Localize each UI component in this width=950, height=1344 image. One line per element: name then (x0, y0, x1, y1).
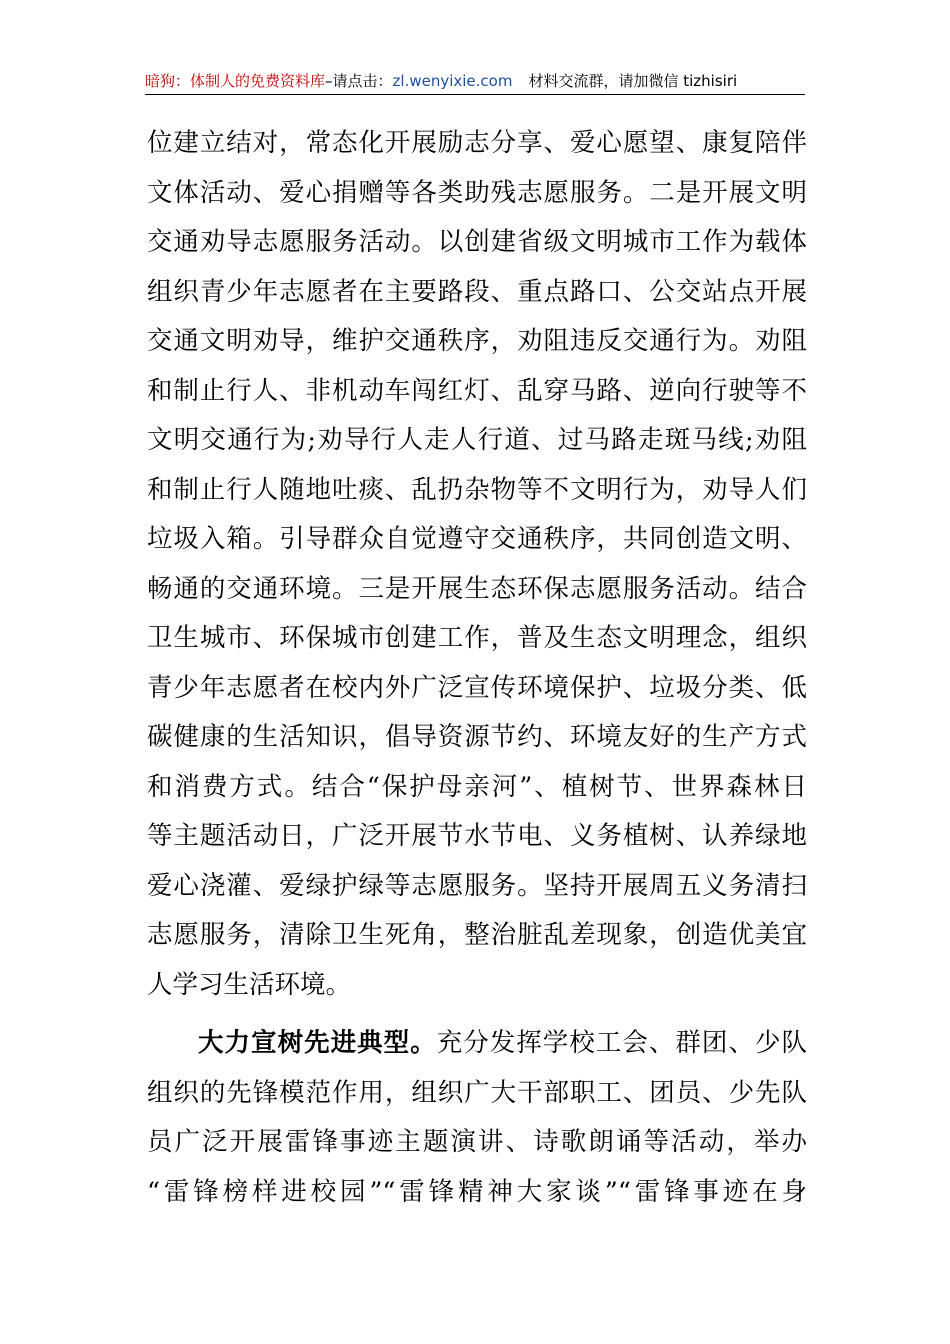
text-line: 人学习生活环境。 (147, 969, 352, 1000)
text-line: 位建立结对，常态化开展励志分享、爱心愿望、康复陪伴 (147, 128, 807, 158)
text-line: 文明交通行为;劝导行人走人行道、过马路走斑马线;劝阻 (147, 425, 807, 455)
text-line: 志愿服务，清除卫生死角，整治脏乱差现象，创造优美宜 (147, 920, 807, 950)
paragraph-lead-heading: 大力宣树先进典型。 (198, 1028, 437, 1058)
text-line: 组织青少年志愿者在主要路段、重点路口、公交站点开展 (147, 276, 807, 307)
header-site-link[interactable]: zl.wenyixie.com (392, 72, 513, 90)
text-line: 和制止行人随地吐痰、乱扔杂物等不文明行为，劝导人们 (147, 474, 807, 505)
text-line: 交通文明劝导，维护交通秩序，劝阻违反交通行为。劝阻 (147, 326, 807, 356)
text-line: 青少年志愿者在校内外广泛宣传环境保护、垃圾分类、低 (147, 672, 807, 703)
text-line: 卫生城市、环保城市创建工作，普及生态文明理念，组织 (147, 623, 807, 653)
paragraph-spacer (147, 1010, 807, 1019)
text-line: 和制止行人、非机动车闯红灯、乱穿马路、逆向行驶等不 (147, 375, 807, 406)
text-line: 组织的先锋模范作用，组织广大干部职工、团员、少先队 (147, 1077, 807, 1108)
page-header (145, 68, 805, 95)
text-line: 碳健康的生活知识，倡导资源节约、环境友好的生产方式 (147, 722, 807, 752)
text-line: 文体活动、爱心捐赠等各类助残志愿服务。二是开展文明 (147, 177, 807, 208)
text-line: 和消费方式。结合“保护母亲河”、植树节、世界森林日 (147, 771, 807, 802)
text-line: 交通劝导志愿服务活动。以创建省级文明城市工作为载体 (147, 227, 807, 257)
header-click-prompt: –请点击： (325, 72, 393, 90)
header-site-name: 暗狗：体制人的免费资料库 (145, 72, 326, 90)
text-line: 等主题活动日，广泛开展节水节电、义务植树、认养绿地 (147, 821, 807, 851)
text-line: 爱心浇灌、爱绿护绿等志愿服务。坚持开展周五义务清扫 (147, 870, 807, 901)
text-line: 员广泛开展雷锋事迹主题演讲、诗歌朗诵等活动，举办 (147, 1127, 807, 1157)
document-body (147, 119, 807, 1217)
text-line: 畅通的交通环境。三是开展生态环保志愿服务活动。结合 (147, 573, 807, 604)
text-line: 垃圾入箱。引导群众自觉遵守交通秩序，共同创造文明、 (147, 524, 807, 554)
paragraph-advanced-models (147, 1019, 807, 1217)
text-line: “雷锋榜样进校园”“雷锋精神大家谈”“雷锋事迹在身 (147, 1176, 807, 1207)
header-wechat-note: 材料交流群，请加微信 tizhisiri (528, 72, 738, 90)
text-line-rest: 充分发挥学校工会、群团、少队 (436, 1028, 807, 1058)
paragraph-volunteer-services (147, 119, 807, 1010)
text-line-first (147, 1019, 807, 1069)
